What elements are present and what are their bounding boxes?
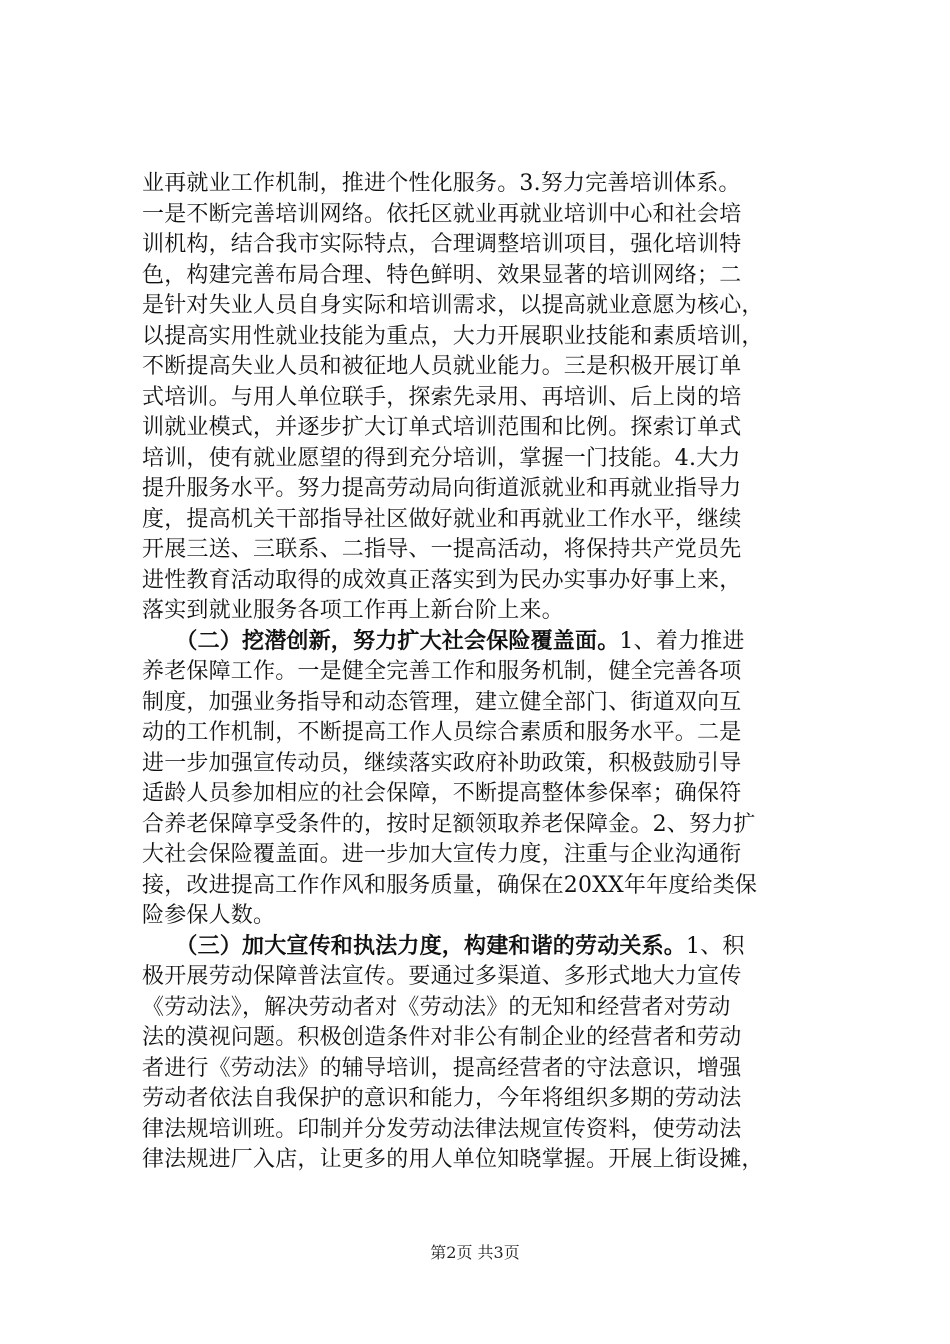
text-line: 进性教育活动取得的成效真正落实到为民办实事办好事上来，: [142, 567, 742, 593]
text-line: 合养老保障享受条件的，按时足额领取养老保障金。2、努力扩: [142, 811, 756, 837]
paragraph-social-insurance: [142, 627, 842, 932]
text-line: 极开展劳动保障普法宣传。要通过多渠道、多形式地大力宣传: [142, 964, 742, 989]
text-line: 培训，使有就业愿望的得到充分培训，掌握一门技能。4.大力: [142, 445, 741, 471]
section-heading: （三）加大宣传和执法力度，构建和谐的劳动关系。: [186, 933, 687, 959]
text-line: 律法规进厂入店，让更多的用人单位知晓掌握。开展上街设摊，: [142, 1147, 764, 1172]
text-line: 业再就业工作机制，推进个性化服务。3.努力完善培训体系。: [142, 171, 741, 196]
text-line: 劳动者依法自我保护的意识和能力，今年将组织多期的劳动法: [142, 1086, 742, 1111]
text-line: 法的漠视问题。积极创造条件对非公有制企业的经营者和劳动: [142, 1025, 742, 1050]
text-line: 度，提高机关干部指导社区做好就业和再就业工作水平，继续: [142, 506, 742, 532]
text-line: 制度，加强业务指导和动态管理，建立健全部门、街道双向互: [142, 689, 742, 715]
document-body: [142, 169, 842, 1176]
text-line: 开展三送、三联系、二指导、一提高活动，将保持共产党员先: [142, 537, 742, 562]
text-line: 险参保人数。: [142, 903, 276, 928]
text-line: 适龄人员参加相应的社会保障，不断提高整体参保率；确保符: [142, 781, 742, 806]
text-line: 一是不断完善培训网络。依托区就业再就业培训中心和社会培: [142, 201, 742, 227]
section-first-line: [142, 932, 842, 963]
text-line: 训就业模式，并逐步扩大订单式培训范围和比例。探索订单式: [142, 415, 742, 440]
text-line: 动的工作机制，不断提高工作人员综合素质和服务水平。二是: [142, 720, 742, 745]
text-line: 落实到就业服务各项工作再上新台阶上来。: [142, 598, 564, 623]
text-line: 律法规培训班。印制并分发劳动法律法规宣传资料，使劳动法: [142, 1116, 742, 1142]
paragraph-labor-law: [142, 932, 842, 1176]
text-line: 进一步加强宣传动员，继续落实政府补助政策，积极鼓励引导: [142, 750, 742, 776]
section-heading: （二）挖潜创新，努力扩大社会保险覆盖面。: [186, 628, 620, 654]
text-line: 以提高实用性就业技能为重点，大力开展职业技能和素质培训，: [142, 323, 764, 349]
text-line: 不断提高失业人员和被征地人员就业能力。三是积极开展订单: [142, 354, 742, 379]
text-line: 养老保障工作。一是健全完善工作和服务机制，健全完善各项: [142, 659, 742, 684]
page-number-footer: 第2页 共3页: [430, 1243, 520, 1262]
section-first-line: [142, 627, 842, 658]
text-fragment: 1、着力推进: [619, 628, 745, 654]
text-line: 式培训。与用人单位联手，探索先录用、再培训、后上岗的培: [142, 384, 742, 410]
text-line: 《劳动法》，解决劳动者对《劳动法》的无知和经营者对劳动: [142, 994, 731, 1020]
text-line: 是针对失业人员自身实际和培训需求，以提高就业意愿为核心，: [142, 293, 764, 318]
text-line: 色，构建完善布局合理、特色鲜明、效果显著的培训网络；二: [142, 262, 742, 288]
text-line: 大社会保险覆盖面。进一步加大宣传力度，注重与企业沟通衔: [142, 842, 742, 867]
text-fragment: 1、积: [686, 933, 745, 959]
text-line: 提升服务水平。努力提高劳动局向街道派就业和再就业指导力: [142, 476, 742, 501]
text-line: 训机构，结合我市实际特点，合理调整培训项目，强化培训特: [142, 232, 742, 257]
text-line: 接，改进提高工作作风和服务质量，确保在20XX年年度给类保: [142, 872, 758, 898]
paragraph-training: [142, 169, 842, 627]
text-line: 者进行《劳动法》的辅导培训，提高经营者的守法意识，增强: [142, 1055, 742, 1081]
